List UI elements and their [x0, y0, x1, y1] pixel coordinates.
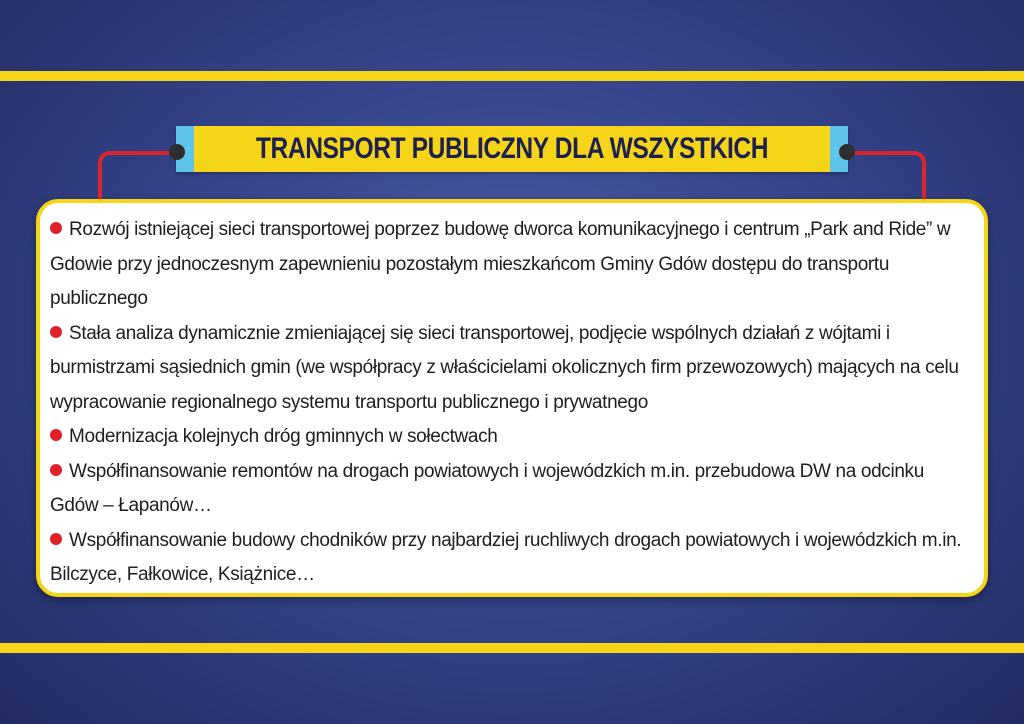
red-dot-icon [50, 326, 62, 338]
title-banner [176, 126, 848, 172]
list-item [50, 317, 970, 421]
red-dot-icon [50, 533, 62, 545]
list-item [50, 455, 970, 524]
top-stripe [0, 71, 1024, 81]
list-item-text: Modernizacja kolejnych dróg gminnych w sołectwach [69, 426, 498, 447]
red-dot-icon [50, 429, 62, 441]
bullet-list [50, 213, 970, 593]
list-item-text: Rozwój istniejącej sieci transportowej poprzez budowę dworca komunikacyjnego i centrum „Park and Ride” w Gdowie przy jednoczesnym zapewnieniu pozostałym mieszkańcom Gminy Gdów dostępu do transportu publicznego [50, 219, 951, 309]
list-item-text: Stała analiza dynamicznie zmieniającej się sieci transportowej, podjęcie wspólnych działań z wójtami i burmistrzami sąsiednich gmin (we współpracy z właścicielami okolicznych firm przewozowych) mających na celu wypracowanie regionalnego systemu transportu publicznego i prywatnego [50, 322, 959, 413]
list-item-text: Współfinansowanie budowy chodników przy najbardziej ruchliwych drogach powiatowych i wojewódzkich m.in. Bilczyce, Fałkowice, Książnice… [50, 529, 962, 585]
right-connector-dot [839, 144, 855, 160]
red-dot-icon [50, 222, 62, 234]
list-item-text: Współfinansowanie remontów na drogach powiatowych i wojewódzkich m.in. przebudowa DW na odcinku Gdów – Łapanów… [50, 460, 924, 516]
content-panel [36, 199, 988, 597]
bottom-stripe [0, 643, 1024, 653]
left-connector-dot [169, 144, 185, 160]
list-item [50, 524, 970, 593]
page-title: TRANSPORT PUBLICZNY DLA WSZYSTKICH [255, 132, 769, 165]
list-item [50, 213, 970, 317]
list-item [50, 420, 970, 455]
red-dot-icon [50, 464, 62, 476]
